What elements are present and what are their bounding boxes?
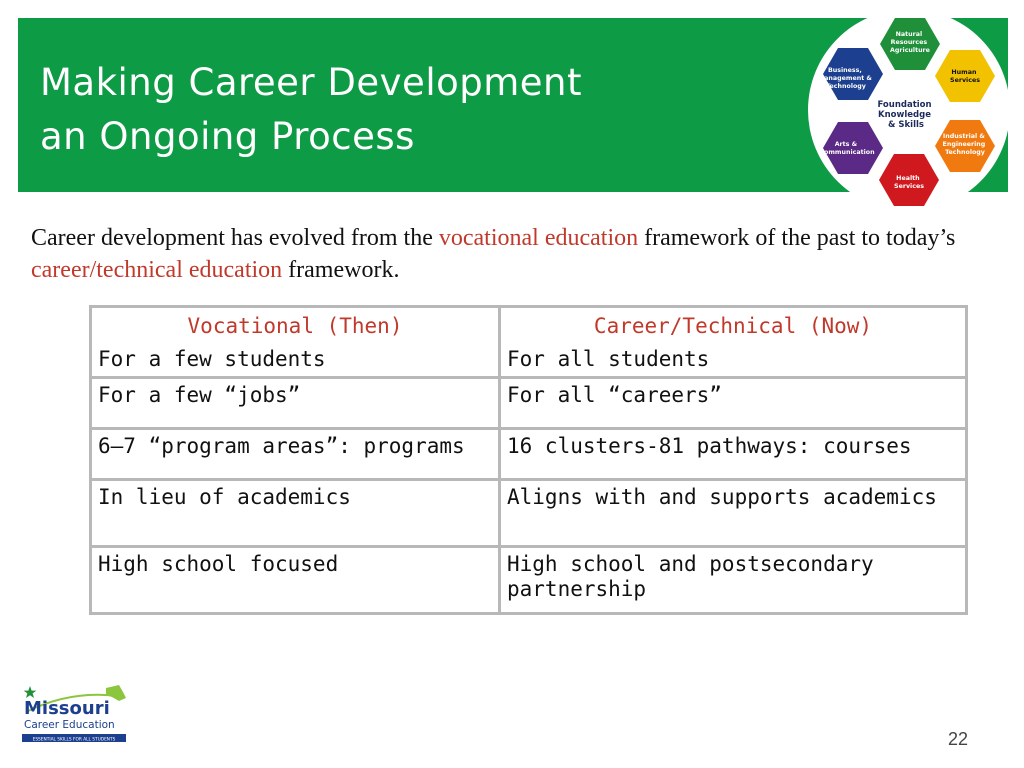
table-cell	[500, 307, 967, 378]
svg-text:Health Services: Health Services	[894, 175, 924, 190]
table-row	[91, 378, 967, 429]
svg-text:Business, Management &: Business, Management & Technology	[817, 67, 872, 90]
column-header-now: Career/Technical (Now)	[593, 314, 873, 338]
hex-center-label: Foundation Knowledge & Skills	[877, 100, 932, 130]
table-cell	[91, 307, 500, 378]
page-number: 22	[948, 729, 969, 749]
table-cell: 6–7 “program areas”: programs	[91, 429, 500, 480]
svg-text:Natural Resources Agri: Natural Resources Agriculture	[890, 31, 930, 54]
logo-tagline: ESSENTIAL SKILLS FOR ALL STUDENTS	[32, 737, 116, 743]
comparison-table	[89, 305, 968, 615]
table-cell: For a few “jobs”	[91, 378, 500, 429]
table-row	[91, 480, 967, 547]
table-cell: High school and postsecondary partnership	[500, 547, 967, 614]
table-cell: 16 clusters-81 pathways: courses	[500, 429, 967, 480]
column-header-then: Vocational (Then)	[187, 314, 403, 338]
svg-text:Human Services: Human Services	[950, 69, 980, 84]
logo-subtitle: Career Education	[24, 719, 115, 731]
intro-paragraph	[31, 222, 1011, 286]
career-clusters-hex-wheel-icon	[802, 8, 1016, 212]
slide-title	[40, 56, 582, 164]
table-cell: For all “careers”	[500, 378, 967, 429]
title-line-2: an Ongoing Process	[40, 115, 415, 158]
logo-wordmark: Missouri	[24, 698, 110, 719]
intro-text-2: framework of the past to today’s	[638, 225, 956, 251]
table-cell: Aligns with and supports academics	[500, 480, 967, 547]
table-row	[91, 547, 967, 614]
svg-text:Arts & Communication: Arts & Communication	[819, 141, 875, 156]
intro-highlight-career-technical: career/technical education	[31, 257, 283, 283]
cell-text: For a few students	[98, 347, 326, 371]
svg-text:Industrial & Engineering: Industrial & Engineering Technology	[942, 133, 986, 156]
intro-highlight-vocational: vocational education	[438, 225, 639, 251]
star-icon	[24, 686, 37, 698]
table-cell: In lieu of academics	[91, 480, 500, 547]
title-line-1: Making Career Development	[40, 61, 582, 104]
table-cell: High school focused	[91, 547, 500, 614]
cell-text: For all students	[507, 347, 710, 371]
table-row	[91, 429, 967, 480]
table-row	[91, 307, 967, 378]
intro-text-3: framework.	[282, 257, 400, 283]
intro-text-1: Career development has evolved from the	[31, 225, 439, 251]
missouri-career-education-logo	[20, 682, 130, 744]
